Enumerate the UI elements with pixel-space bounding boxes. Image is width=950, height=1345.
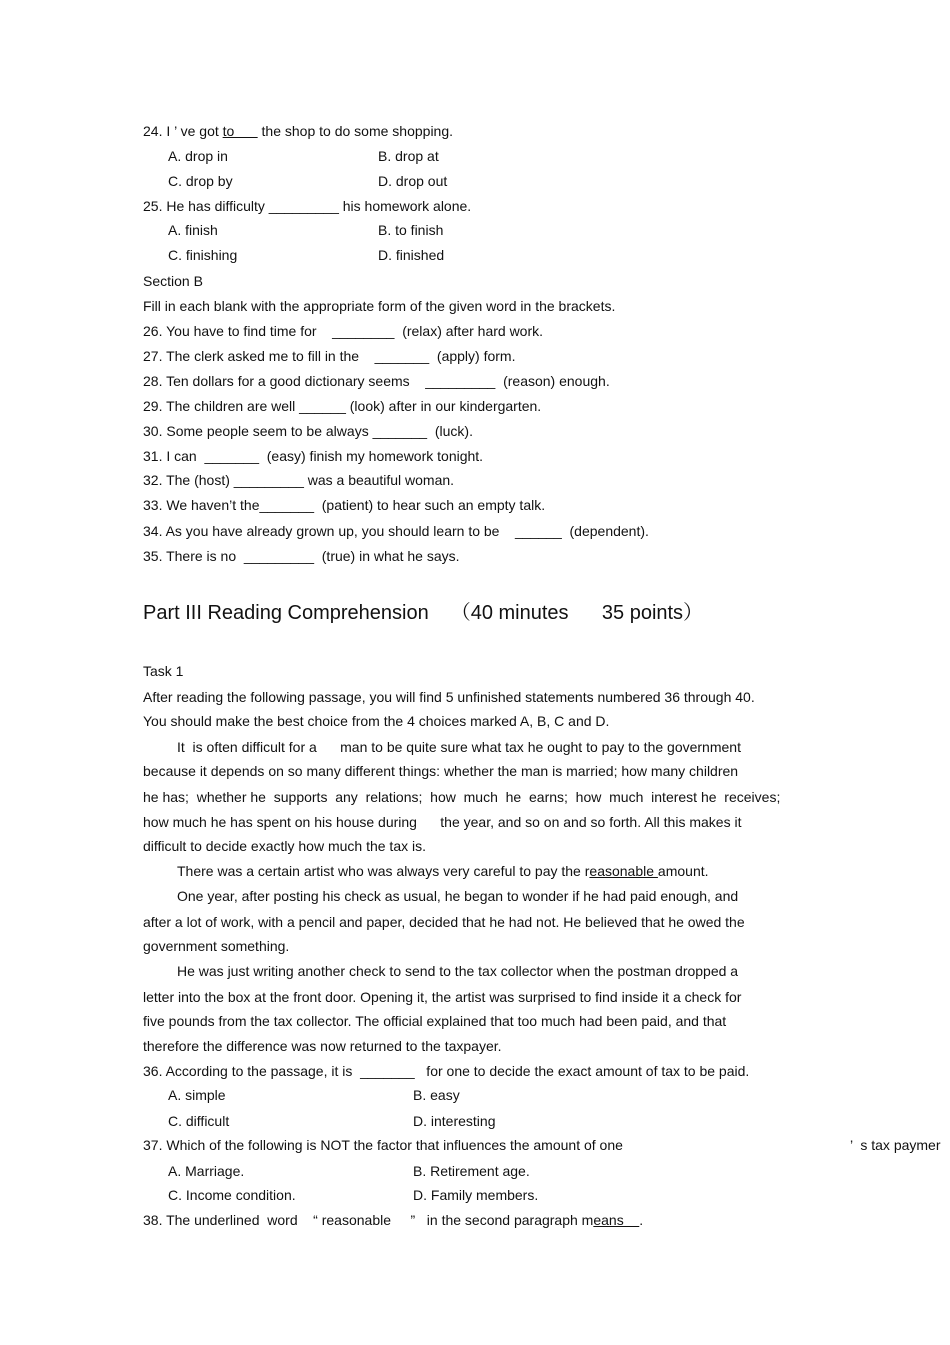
option-d: D. interesting xyxy=(413,1113,496,1129)
option-a: A. finish xyxy=(168,222,218,238)
passage-line: He was just writing another check to send to the tax collector when the postman dropped a xyxy=(177,963,739,979)
passage-line: difficult to decide exactly how much the tax is. xyxy=(143,838,426,854)
option-d: D. finished xyxy=(378,247,445,263)
answer-blank: to xyxy=(222,123,258,139)
passage-line: because it depends on so many different things: whether the man is married; how many children xyxy=(143,763,739,779)
question-36: 36. According to the passage, it is _______ for one to decide the exact amount of tax to be paid. xyxy=(143,1063,750,1079)
option-a: A. Marriage. xyxy=(168,1163,245,1179)
fill-question: 28. Ten dollars for a good dictionary seems _________ (reason) enough. xyxy=(143,373,610,389)
fill-question: 33. We haven’t the_______ (patient) to hear such an empty talk. xyxy=(143,497,546,513)
question-38: 38. The underlined word “ reasonable ” in the second paragraph means . xyxy=(143,1212,644,1228)
fill-question: 29. The children are well ______ (look) after in our kindergarten. xyxy=(143,398,542,414)
task-1-heading: Task 1 xyxy=(143,663,184,679)
passage-line: how much he has spent on his house during the year, and so on and so forth. All this makes it xyxy=(143,814,742,830)
question-25: 25. He has difficulty _________ his homework alone. xyxy=(143,198,472,214)
part-3-heading xyxy=(143,600,703,626)
option-b: B. Retirement age. xyxy=(413,1163,530,1179)
fill-question: 26. You have to find time for ________ (relax) after hard work. xyxy=(143,323,544,339)
option-c: C. difficult xyxy=(168,1113,230,1129)
passage-line: he has; whether he supports any relations; how much he earns; how much interest he receives; xyxy=(143,789,781,805)
passage-line: One year, after posting his check as usual, he began to wonder if he had paid enough, and xyxy=(177,888,739,904)
option-c: C. Income condition. xyxy=(168,1187,296,1203)
passage-line: It is often difficult for a man to be quite sure what tax he ought to pay to the government xyxy=(177,739,741,755)
question-37-tail: ’ s tax paymer xyxy=(850,1137,941,1153)
part-3-title: Part III Reading Comprehension xyxy=(143,602,429,624)
fill-question: 32. The (host) _________ was a beautiful woman. xyxy=(143,472,455,488)
option-a: A. simple xyxy=(168,1087,226,1103)
passage-line: therefore the difference was now returned to the taxpayer. xyxy=(143,1038,502,1054)
passage-line: letter into the box at the front door. Opening it, the artist was surprised to find inside it a check for xyxy=(143,989,742,1005)
question-37: 37. Which of the following is NOT the factor that influences the amount of one xyxy=(143,1137,623,1153)
section-b-instructions: Fill in each blank with the appropriate form of the given word in the brackets. xyxy=(143,298,616,314)
option-d: D. drop out xyxy=(378,173,448,189)
fill-question: 35. There is no _________ (true) in what he says. xyxy=(143,548,460,564)
passage-line: government something. xyxy=(143,938,290,954)
answer-blank: eans xyxy=(593,1212,640,1228)
fill-question: 31. I can _______ (easy) finish my homework tonight. xyxy=(143,448,484,464)
passage-paragraph-2: There was a certain artist who was always very careful to pay the reasonable amount. xyxy=(177,863,709,879)
passage-line: five pounds from the tax collector. The official explained that too much had been paid, and that xyxy=(143,1013,727,1029)
task-instructions: You should make the best choice from the 4 choices marked A, B, C and D. xyxy=(143,713,610,729)
option-a: A. drop in xyxy=(168,148,228,164)
passage-line: after a lot of work, with a pencil and paper, decided that he had not. He believed that he owed the xyxy=(143,914,745,930)
fill-question: 34. As you have already grown up, you should learn to be ______ (dependent). xyxy=(143,523,649,539)
option-b: B. to finish xyxy=(378,222,444,238)
option-c: C. drop by xyxy=(168,173,233,189)
fill-question: 30. Some people seem to be always _______ (luck). xyxy=(143,423,473,439)
part-3-time: （40 minutes 35 points） xyxy=(450,602,704,624)
underlined-word: easonable xyxy=(589,863,658,879)
option-c: C. finishing xyxy=(168,247,238,263)
option-d: D. Family members. xyxy=(413,1187,539,1203)
question-24: 24. I ’ ve got to the shop to do some shopping. xyxy=(143,123,454,139)
fill-question: 27. The clerk asked me to fill in the _______ (apply) form. xyxy=(143,348,516,364)
task-instructions: After reading the following passage, you will find 5 unfinished statements numbered 36 through 40. xyxy=(143,689,755,705)
option-b: B. drop at xyxy=(378,148,439,164)
option-b: B. easy xyxy=(413,1087,460,1103)
section-b-heading: Section B xyxy=(143,273,203,289)
